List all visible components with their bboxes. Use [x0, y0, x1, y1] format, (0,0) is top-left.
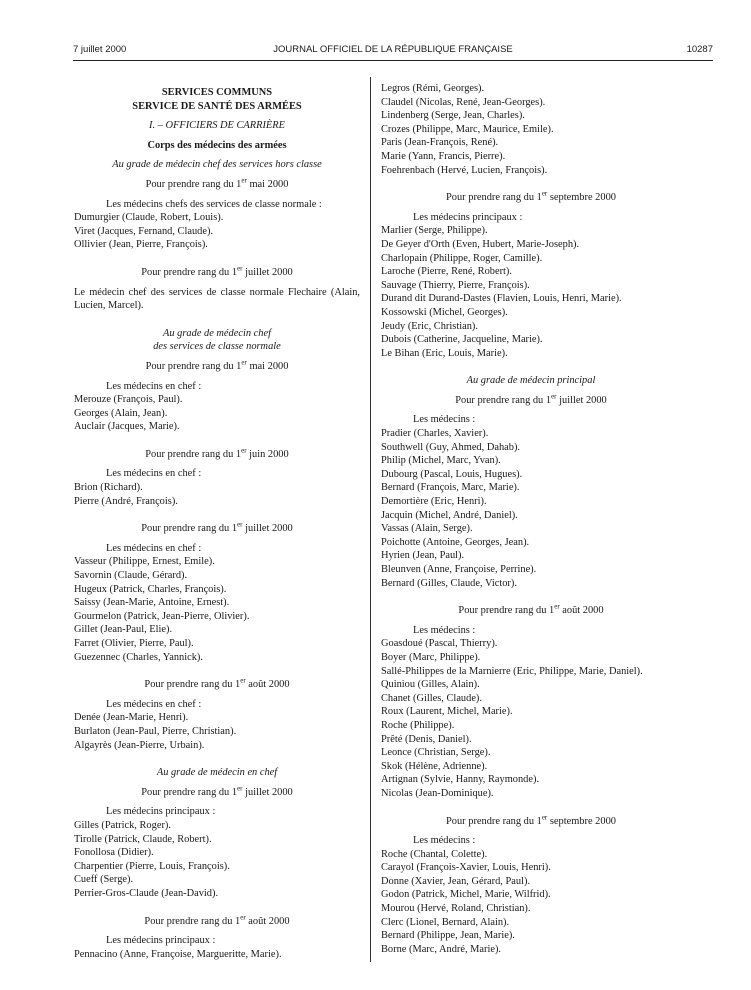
list-item: Durand dit Durand-Dastes (Flavien, Louis, Henri, Marie).	[381, 293, 622, 305]
list-intro: Les médecins en chef :	[106, 542, 202, 554]
grade-heading: des services de classe normale	[153, 341, 281, 353]
rank-date: Pour prendre rang du 1er août 2000	[144, 676, 290, 691]
list-item: Sallé-Philippes de la Marnierre (Eric, Philippe, Marie, Daniel).	[381, 665, 643, 677]
left-column	[74, 86, 360, 961]
list-item: Marie (Yann, Francis, Pierre).	[381, 150, 506, 162]
list-item: Sauvage (Thierry, Pierre, François).	[381, 279, 530, 291]
list-item: Burlaton (Jean-Paul, Pierre, Christian).	[74, 725, 237, 737]
list-item: Saissy (Jean-Marie, Antoine, Ernest).	[74, 597, 230, 609]
name-list	[74, 819, 360, 901]
name-list	[381, 427, 681, 590]
list-item: Charpentier (Pierre, Louis, François).	[74, 860, 230, 872]
grade-heading: Au grade de médecin chef des services hors classe	[112, 159, 322, 171]
list-item: Bernard (Philippe, Jean, Marie).	[381, 930, 515, 942]
list-item: Boyer (Marc, Philippe).	[381, 651, 481, 663]
list-item: Skok (Hélène, Adrienne).	[381, 760, 488, 772]
right-column	[381, 82, 681, 956]
name-list	[74, 711, 360, 752]
rank-date: Pour prendre rang du 1er juin 2000	[145, 446, 289, 460]
list-item: Chanet (Gilles, Claude).	[381, 692, 482, 704]
list-item: Godon (Patrick, Michel, Marie, Wilfrid).	[381, 889, 551, 901]
journal-title: JOURNAL OFFICIEL DE LA RÉPUBLIQUE FRANÇAISE	[273, 44, 513, 55]
list-item: Lindenberg (Serge, Jean, Charles).	[381, 110, 525, 122]
list-item: Poichotte (Antoine, Georges, Jean).	[381, 536, 530, 548]
list-item: Roux (Laurent, Michel, Marie).	[381, 706, 513, 718]
list-item: Jacquin (Michel, André, Daniel).	[381, 509, 518, 521]
grade-heading: Au grade de médecin en chef	[156, 767, 278, 779]
list-item: Roche (Chantal, Colette).	[381, 848, 488, 860]
list-intro: Les médecins chefs des services de classe normale :	[106, 198, 322, 210]
list-item: Jeudy (Eric, Christian).	[381, 320, 478, 332]
issue-date: 7 juillet 2000	[73, 44, 127, 55]
rank-date: Pour prendre rang du 1er septembre 2000	[446, 813, 616, 827]
list-item: Farret (Olivier, Pierre, Paul).	[74, 638, 194, 649]
list-item: Goasdoué (Pascal, Thierry).	[381, 638, 498, 650]
list-item: Paris (Jean-François, René).	[381, 137, 499, 149]
list-item: Perrier-Gros-Claude (Jean-David).	[74, 887, 219, 899]
list-item: Georges (Alain, Jean).	[74, 407, 168, 419]
list-intro: Les médecins en chef :	[106, 468, 202, 480]
list-item: Laroche (Pierre, René, Robert).	[381, 266, 512, 278]
list-item: Artignan (Sylvie, Hanny, Raymonde).	[381, 774, 540, 786]
grade-heading: Au grade de médecin chef	[163, 327, 271, 339]
list-item: Denée (Jean-Marie, Henri).	[74, 712, 189, 724]
section-heading: SERVICES COMMUNS	[161, 87, 273, 98]
list-item: Clerc (Lionel, Bernard, Alain).	[381, 916, 510, 928]
list-item: Pradier (Charles, Xavier).	[381, 428, 489, 440]
list-intro: Les médecins en chef :	[106, 698, 202, 710]
list-intro: Les médecins :	[413, 414, 476, 426]
list-item: Guezennec (Charles, Yannick).	[74, 651, 203, 663]
list-item: Gillet (Jean-Paul, Elie).	[74, 624, 173, 636]
grade-heading: Au grade de médecin principal	[466, 375, 596, 387]
list-intro: Les médecins :	[413, 835, 476, 847]
list-item: Vassas (Alain, Serge).	[381, 523, 473, 535]
list-item: Brion (Richard).	[74, 482, 143, 494]
rank-date: Pour prendre rang du 1er août 2000	[458, 602, 604, 617]
list-item: Borne (Marc, André, Marie).	[381, 943, 502, 955]
page-number: 10287	[686, 44, 713, 55]
list-item: De Geyer d'Orth (Even, Hubert, Marie-Joseph).	[381, 238, 580, 250]
list-item: Fonollosa (Didier).	[74, 847, 154, 859]
list-item: Pennacino (Anne, Françoise, Margueritte, Marie).	[74, 948, 282, 960]
list-item: Cueff (Serge).	[74, 874, 134, 886]
list-item: Algayrès (Jean-Pierre, Urbain).	[74, 739, 205, 751]
category-heading: I. – OFFICIERS DE CARRIÈRE	[149, 120, 285, 132]
list-item: Dumurgier (Claude, Robert, Louis).	[74, 212, 224, 224]
name-list	[381, 848, 681, 957]
name-list	[381, 224, 681, 360]
list-item: Pierre (André, François).	[74, 495, 178, 507]
list-item: Viret (Jacques, Fernand, Claude).	[74, 225, 214, 237]
list-intro: Les médecins principaux :	[413, 211, 523, 223]
name-list	[74, 948, 360, 962]
list-intro: Les médecins principaux :	[106, 935, 216, 947]
header-rule	[73, 60, 713, 61]
list-item: Nicolas (Jean-Dominique).	[381, 787, 494, 799]
rank-date: Pour prendre rang du 1er mai 2000	[145, 358, 289, 372]
name-list	[381, 82, 681, 177]
list-item: Bleunven (Anne, Françoise, Perrine).	[381, 564, 537, 575]
list-item: Le Bihan (Eric, Louis, Marie).	[381, 347, 508, 359]
list-item: Merouze (François, Paul).	[74, 394, 183, 406]
list-item: Roche (Philippe).	[381, 719, 455, 731]
list-item: Bernard (Gilles, Claude, Victor).	[381, 577, 517, 589]
list-item: Mourou (Hervé, Roland, Christian).	[381, 903, 531, 915]
column-separator	[370, 77, 371, 962]
name-list	[74, 481, 360, 508]
list-item: Marlier (Serge, Philippe).	[381, 225, 488, 237]
list-item: Crozes (Philippe, Marc, Maurice, Emile).	[381, 123, 554, 135]
single-entry-paragraph: Le médecin chef des services de classe normale Flechaire (Alain, Lucien, Marcel).	[74, 286, 360, 312]
list-item: Tirolle (Patrick, Claude, Robert).	[74, 833, 212, 845]
list-item: Carayol (François-Xavier, Louis, Henri).	[381, 862, 551, 874]
name-list	[74, 211, 360, 252]
rank-date: Pour prendre rang du 1er août 2000	[144, 913, 290, 927]
list-item: Vasseur (Philippe, Ernest, Emile).	[74, 556, 215, 568]
list-item: Bernard (François, Marc, Marie).	[381, 482, 520, 494]
name-list	[381, 637, 681, 800]
rank-date: Pour prendre rang du 1er juillet 2000	[455, 392, 607, 406]
corps-heading: Corps des médecins des armées	[147, 139, 287, 151]
list-intro: Les médecins :	[413, 624, 476, 636]
rank-date: Pour prendre rang du 1er juillet 2000	[141, 264, 293, 278]
page-header	[73, 44, 713, 58]
list-item: Quiniou (Gilles, Alain).	[381, 679, 480, 691]
list-intro: Les médecins principaux :	[106, 806, 216, 818]
list-item: Dubois (Catherine, Jacqueline, Marie).	[381, 334, 543, 346]
list-item: Claudel (Nicolas, René, Jean-Georges).	[381, 96, 546, 108]
list-item: Hyrien (Jean, Paul).	[381, 550, 465, 562]
list-item: Philip (Michel, Marc, Yvan).	[381, 455, 501, 467]
list-item: Savornin (Claude, Gérard).	[74, 570, 188, 582]
rank-date: Pour prendre rang du 1er juillet 2000	[141, 520, 293, 535]
list-item: Dubourg (Pascal, Louis, Hugues).	[381, 468, 523, 480]
list-item: Foehrenbach (Hervé, Lucien, François).	[381, 164, 548, 176]
name-list	[74, 555, 360, 664]
list-item: Hugeux (Patrick, Charles, François).	[74, 583, 227, 595]
list-item: Leonce (Christian, Serge).	[381, 747, 491, 759]
list-item: Auclair (Jacques, Marie).	[74, 421, 180, 433]
list-item: Legros (Rémi, Georges).	[381, 83, 485, 94]
list-item: Gourmelon (Patrick, Jean-Pierre, Olivier).	[74, 610, 250, 622]
list-item: Southwell (Guy, Ahmed, Dahab).	[381, 441, 520, 453]
rank-date: Pour prendre rang du 1er septembre 2000	[446, 189, 616, 204]
list-intro: Les médecins en chef :	[106, 380, 202, 392]
list-item: Donne (Xavier, Jean, Gérard, Paul).	[381, 875, 531, 887]
rank-date: Pour prendre rang du 1er juillet 2000	[141, 784, 293, 798]
list-item: Charlopain (Philippe, Roger, Camille).	[381, 252, 543, 264]
list-item: Prêté (Denis, Daniel).	[381, 733, 472, 745]
list-item: Ollivier (Jean, Pierre, François).	[74, 239, 208, 251]
list-item: Gilles (Patrick, Roger).	[74, 819, 171, 831]
list-item: Kossowski (Michel, Georges).	[381, 306, 508, 318]
rank-date: Pour prendre rang du 1er mai 2000	[145, 176, 289, 190]
name-list	[74, 393, 360, 434]
service-heading: SERVICE DE SANTÉ DES ARMÉES	[132, 100, 302, 112]
list-item: Demortière (Eric, Henri).	[381, 496, 487, 508]
